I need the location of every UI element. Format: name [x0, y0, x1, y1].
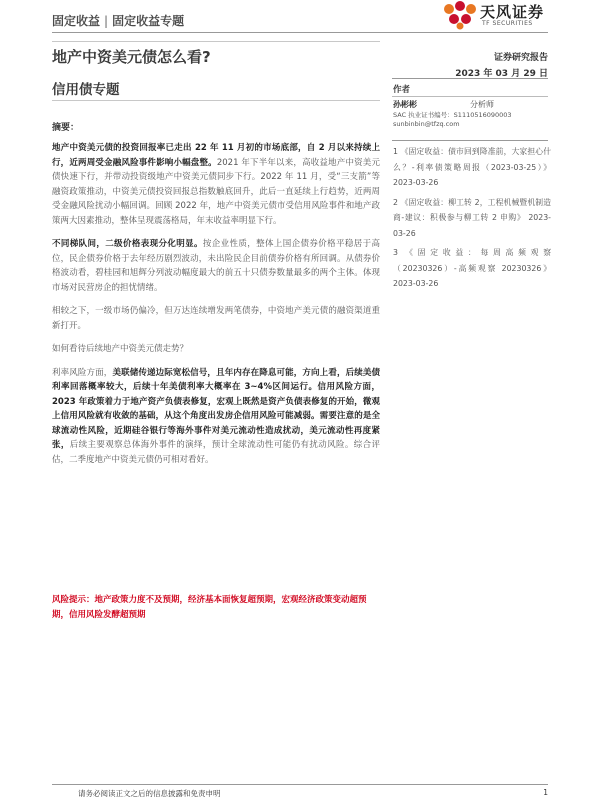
- paragraph-2-bold: 不同梯队间，二级价格表现分化明显。: [52, 239, 203, 249]
- footer-notice: 请务必阅读正文之后的信息披露和免责申明: [78, 789, 221, 798]
- logo-text: 天风证券: [480, 3, 545, 21]
- paragraph-1-rest: 2021 年下半年以来，高收益地产中资美元债快速下行，并带动投资级地产中资美元债同步下行。2022 年 11 月，受“三支箭”等融资政策推动，中资美元债投资回报总指数触底回升，此后一直延续上行趋势，近两周受金融风险扰动小幅回调。回顾 2022 年，地产中资美元债市受信用风险事件和地产政策两大因素推动，整体呈现震荡格局，年末收益率明显下行。: [52, 157, 380, 226]
- footer-rule: [52, 784, 548, 785]
- logo-mark-icon: [440, 0, 480, 30]
- author-cert: SAC 执业证书编号：S1110516090003: [393, 111, 512, 119]
- related-report-item[interactable]: 1 《固定收益：债市回到降准前，大家担心什么？-利率债策略周报（2023-03-25）》 2023-03-26: [393, 147, 551, 187]
- paragraph-5-rest: 后续主要观察总体海外事件的演绎，预计全球流动性可能仍有扰动风险。综合评估，二季度地产中资美元债仍可相对看好。: [52, 440, 380, 465]
- author-heading: 作者: [393, 85, 411, 95]
- paragraph-5-lead: 利率风险方面，: [52, 367, 113, 378]
- abstract-paragraph-3: 相较之下，一级市场仍偏冷，但万达连续增发两笔债券，中资地产美元债的融资渠道重新打开。: [52, 306, 380, 331]
- page-title: 地产中资美元债怎么看?: [52, 48, 211, 66]
- related-reports-list: [393, 144, 551, 296]
- related-report-item[interactable]: 2 《固定收益：柳工转 2，工程机械暨机制造商-建议：积极参与柳工转 2 申购》 2023-03-26: [393, 197, 551, 238]
- risk-text: 地产政策力度不及预期，经济基本面恢复超预期，宏观经济政策变动超预期，信用风险发酵超预期: [52, 595, 367, 620]
- author-rule: [392, 96, 548, 97]
- paragraph-5-bold: 美联储传递边际宽松信号，且年内存在降息可能，方向上看，后续美债利率回落概率较大，后续十年美债利率大概率在 3~4%区间运行。信用风险方面，2023 年政策着力于地产资产负债表修复，宏观上既然是资产负债表修复的开始，微观上信用风险就有收敛的基础，从这个角度出发房企信用风险可能减弱。需要注意的是全球流动性风险，近期硅谷银行等海外事件对美元流动性造成扰动，美元流动性再度紧张，: [52, 367, 380, 450]
- page-number: 1: [543, 788, 548, 797]
- logo-subtext: TF SECURITIES: [482, 20, 533, 27]
- related-report-item[interactable]: 3 《固定收益：每周高频观察（20230326）-高频观察 20230326》 2023-03-26: [393, 248, 551, 288]
- page-subtitle: 信用债专题: [52, 82, 120, 98]
- header-category: 固定收益: [52, 14, 101, 28]
- author-email[interactable]: sunbinbin@tfzq.com: [393, 120, 460, 128]
- tf-securities-logo: [440, 0, 560, 30]
- paragraph-1-bold: 地产中资美元债的投资回报率已走出 22 年 11 月初的市场底部，自 2 月以来持续上行，近两周受金融风险事件影响小幅盘整。: [52, 143, 380, 168]
- related-rule: [392, 140, 548, 141]
- abstract-paragraph-2: [52, 237, 380, 295]
- title-top-rule: [52, 41, 380, 42]
- paragraph-2-rest: 按企业性质，整体上国企债券价格平稳居于高位，民企债券价格于去年经历剧烈波动，未出险民企目前债券价格有所回调。从债券价格波动看，碧桂园和旭辉分列波动幅度最大的前五十只债券数量最多的两个主体。体现市场对民营房企的担忧情绪。: [52, 239, 380, 293]
- author-name: 孙彬彬: [393, 100, 417, 109]
- header-topic: 固定收益专题: [112, 14, 185, 28]
- author-role: 分析师: [470, 100, 494, 109]
- header-rule: [52, 32, 548, 33]
- abstract-section: [52, 120, 380, 476]
- report-type: 证券研究报告: [493, 53, 548, 63]
- header-separator: |: [104, 14, 109, 28]
- report-date: 2023 年 03 月 29 日: [455, 69, 548, 79]
- risk-label: 风险提示：: [52, 595, 95, 605]
- abstract-heading: 摘要：: [52, 123, 80, 133]
- abstract-paragraph-5: [52, 366, 380, 468]
- abstract-paragraph-4: 如何看待后续地产中资美元债走势？: [52, 344, 189, 354]
- sidebar-rule: [392, 78, 548, 79]
- risk-warning: [52, 593, 380, 622]
- subtitle-rule: [52, 100, 380, 101]
- abstract-paragraph-1: [52, 141, 380, 228]
